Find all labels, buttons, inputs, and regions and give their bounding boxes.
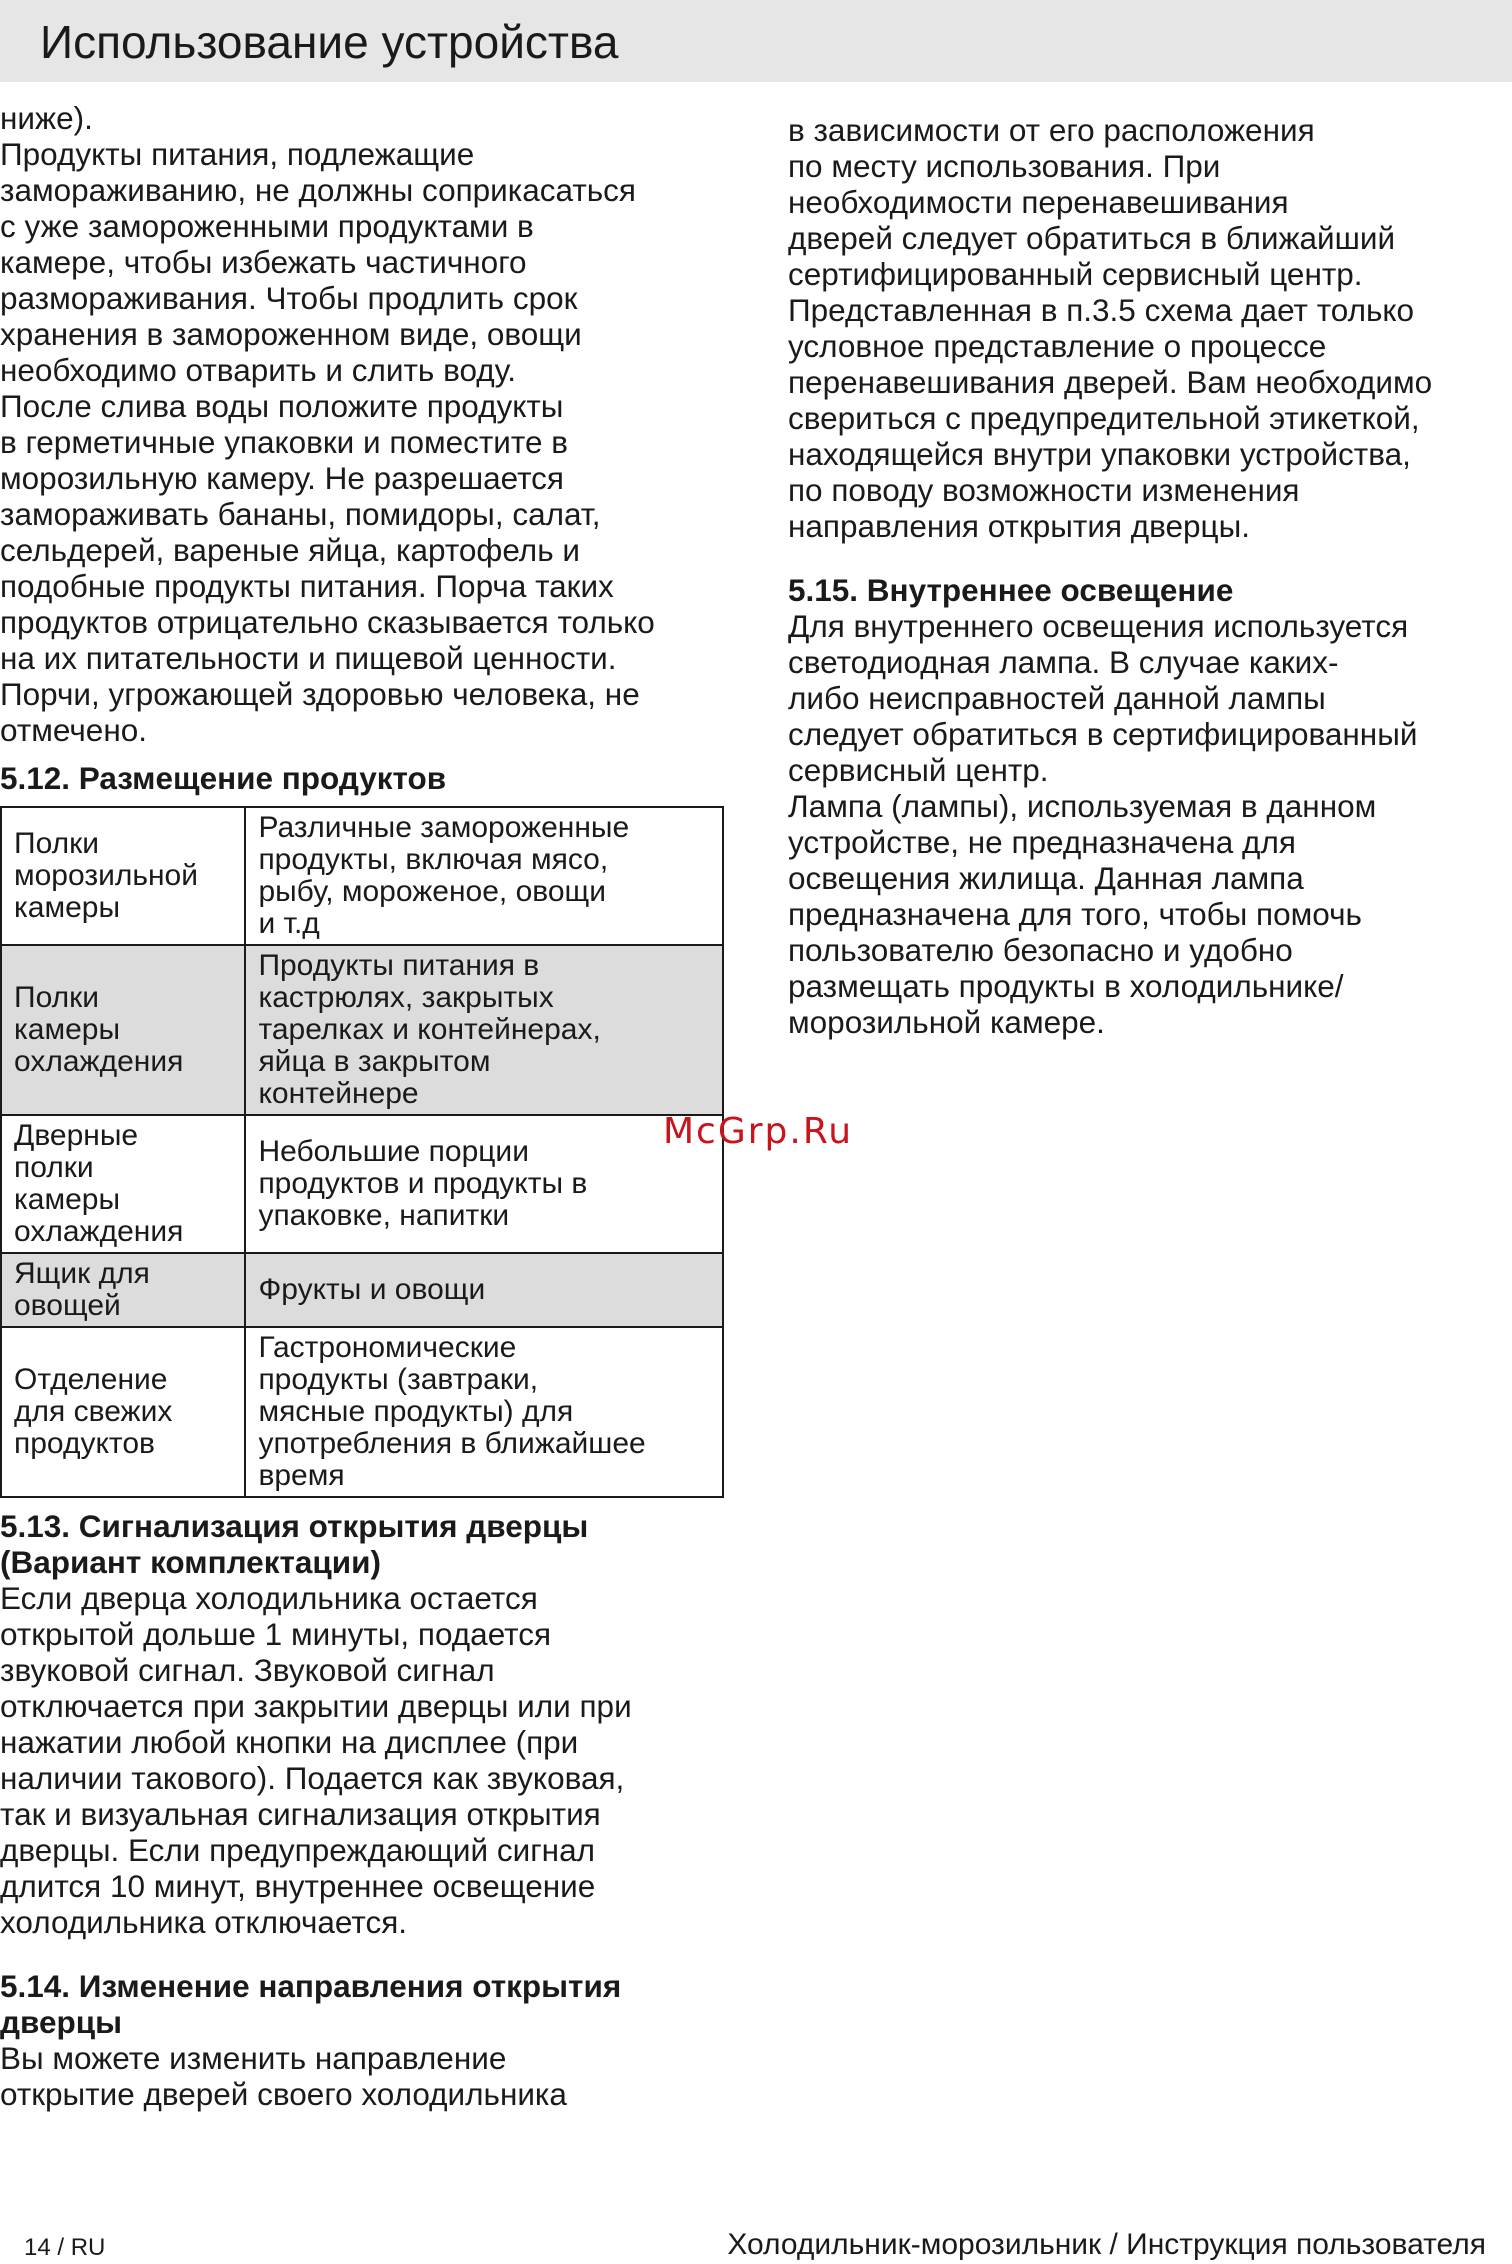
cell-line: Полки bbox=[14, 981, 99, 1014]
cell-line: Ящик для bbox=[14, 1257, 150, 1290]
text-line: открытие дверей своего холодильника bbox=[0, 2076, 567, 2112]
table-row bbox=[1, 1327, 723, 1497]
heading-line: 5.14. Изменение направления открытия bbox=[0, 1968, 622, 2004]
text-line: условное представление о процессе bbox=[788, 328, 1327, 364]
cell-line: продукты, включая мясо, bbox=[258, 843, 609, 876]
cell-line: кастрюлях, закрытых bbox=[258, 981, 554, 1014]
cell-line: тарелках и контейнерах, bbox=[258, 1013, 601, 1046]
document-title: Холодильник-морозильник / Инструкция пользователя bbox=[727, 2228, 1486, 2261]
section-5-13-title bbox=[0, 1508, 740, 1580]
cell-line: камеры bbox=[14, 1013, 121, 1046]
cell-line: продукты (завтраки, bbox=[258, 1363, 539, 1396]
cell-line: Фрукты и овощи bbox=[258, 1273, 486, 1306]
text-line: дверцы. Если предупреждающий сигнал bbox=[0, 1832, 595, 1868]
door-text-continuation bbox=[788, 112, 1510, 544]
text-line: ниже). bbox=[0, 100, 93, 136]
cell-line: яйца в закрытом bbox=[258, 1045, 491, 1078]
page-number: 14 / RU bbox=[24, 2234, 106, 2261]
text-line: После слива воды положите продукты bbox=[0, 388, 564, 424]
text-line: устройстве, не предназначена для bbox=[788, 824, 1296, 860]
intro-text bbox=[0, 100, 740, 748]
text-line: подобные продукты питания. Порча таких bbox=[0, 568, 614, 604]
text-line: Вы можете изменить направление bbox=[0, 2040, 507, 2076]
text-line: по поводу возможности изменения bbox=[788, 472, 1300, 508]
cell-line: продуктов и продукты в bbox=[258, 1167, 588, 1200]
text-line: перенавешивания дверей. Вам необходимо bbox=[788, 364, 1433, 400]
placement-cell bbox=[1, 1327, 245, 1497]
cell-line: Продукты питания в bbox=[258, 949, 540, 982]
cell-line: Отделение bbox=[14, 1363, 168, 1396]
text-line: с уже замороженными продуктами в bbox=[0, 208, 534, 244]
text-line: отмечено. bbox=[0, 712, 147, 748]
cell-line: Небольшие порции bbox=[258, 1135, 529, 1168]
text-line: холодильника отключается. bbox=[0, 1904, 408, 1940]
heading-line: (Вариант комплектации) bbox=[0, 1544, 381, 1580]
text-line: морозильной камере. bbox=[788, 1004, 1105, 1040]
cell-line: Различные замороженные bbox=[258, 811, 630, 844]
text-line: отключается при закрытии дверцы или при bbox=[0, 1688, 632, 1724]
food-placement-table bbox=[0, 806, 724, 1498]
text-line: в зависимости от его расположения bbox=[788, 112, 1315, 148]
cell-line: камеры bbox=[14, 1183, 121, 1216]
text-line: хранения в замороженном виде, овощи bbox=[0, 316, 582, 352]
text-line: морозильную камеру. Не разрешается bbox=[0, 460, 564, 496]
text-line: предназначена для того, чтобы помочь bbox=[788, 896, 1362, 932]
section-5-12-title: 5.12. Размещение продуктов bbox=[0, 760, 447, 796]
placement-cell bbox=[1, 807, 245, 945]
table-row bbox=[1, 1115, 723, 1253]
text-line: направления открытия дверцы. bbox=[788, 508, 1250, 544]
text-line: Продукты питания, подлежащие bbox=[0, 136, 475, 172]
text-line: по месту использования. При bbox=[788, 148, 1221, 184]
text-line: необходимо отварить и слить воду. bbox=[0, 352, 517, 388]
cell-line: время bbox=[258, 1459, 345, 1492]
text-line: сервисный центр. bbox=[788, 752, 1049, 788]
cell-line: для свежих bbox=[14, 1395, 173, 1428]
placement-cell bbox=[1, 1115, 245, 1253]
heading-line: 5.13. Сигнализация открытия дверцы bbox=[0, 1508, 589, 1544]
text-line: открытой дольше 1 минуты, подается bbox=[0, 1616, 552, 1652]
contents-cell bbox=[245, 807, 723, 945]
table-row bbox=[1, 1253, 723, 1327]
text-line: продуктов отрицательно сказывается только bbox=[0, 604, 655, 640]
text-line: наличии такового). Подается как звуковая, bbox=[0, 1760, 625, 1796]
cell-line: Гастрономические bbox=[258, 1331, 517, 1364]
text-line: следует обратиться в сертифицированный bbox=[788, 716, 1418, 752]
cell-line: упаковке, напитки bbox=[258, 1199, 510, 1232]
placement-cell bbox=[1, 945, 245, 1115]
section-5-14-title bbox=[0, 1968, 740, 2040]
text-line: Лампа (лампы), используемая в данном bbox=[788, 788, 1377, 824]
text-line: длится 10 минут, внутреннее освещение bbox=[0, 1868, 596, 1904]
section-5-13-text bbox=[0, 1580, 740, 1940]
text-line: Порчи, угрожающей здоровью человека, не bbox=[0, 676, 640, 712]
table-row bbox=[1, 945, 723, 1115]
cell-line: и т.д bbox=[258, 907, 320, 940]
text-line: замораживать бананы, помидоры, салат, bbox=[0, 496, 601, 532]
text-line: размораживания. Чтобы продлить срок bbox=[0, 280, 578, 316]
cell-line: охлаждения bbox=[14, 1045, 184, 1078]
text-line: Если дверца холодильника остается bbox=[0, 1580, 538, 1616]
page-title: Использование устройства bbox=[40, 16, 619, 68]
text-line: замораживанию, не должны соприкасаться bbox=[0, 172, 636, 208]
text-line: размещать продукты в холодильнике/ bbox=[788, 968, 1344, 1004]
text-line: нажатии любой кнопки на дисплее (при bbox=[0, 1724, 579, 1760]
page-header bbox=[0, 0, 1512, 82]
text-line: на их питательности и пищевой ценности. bbox=[0, 640, 617, 676]
cell-line: продуктов bbox=[14, 1427, 155, 1460]
text-line: светодиодная лампа. В случае каких- bbox=[788, 644, 1339, 680]
cell-line: овощей bbox=[14, 1289, 121, 1322]
cell-line: морозильной bbox=[14, 859, 198, 892]
watermark: McGrp.Ru bbox=[663, 1111, 854, 1152]
right-column bbox=[788, 112, 1510, 1040]
cell-line: употребления в ближайшее bbox=[258, 1427, 646, 1460]
cell-line: рыбу, мороженое, овощи bbox=[258, 875, 606, 908]
cell-line: мясные продукты) для bbox=[258, 1395, 574, 1428]
text-line: необходимости перенавешивания bbox=[788, 184, 1289, 220]
text-line: либо неисправностей данной лампы bbox=[788, 680, 1326, 716]
text-line: так и визуальная сигнализация открытия bbox=[0, 1796, 601, 1832]
text-line: свериться с предупредительной этикеткой, bbox=[788, 400, 1420, 436]
placement-cell bbox=[1, 1253, 245, 1327]
text-line: пользователю безопасно и удобно bbox=[788, 932, 1293, 968]
text-line: освещения жилища. Данная лампа bbox=[788, 860, 1304, 896]
section-5-15-text bbox=[788, 608, 1510, 1040]
section-5-15-title: 5.15. Внутреннее освещение bbox=[788, 572, 1234, 608]
text-line: Представленная в п.3.5 схема дает только bbox=[788, 292, 1415, 328]
text-line: в герметичные упаковки и поместите в bbox=[0, 424, 568, 460]
section-5-14-text bbox=[0, 2040, 740, 2112]
contents-cell bbox=[245, 1327, 723, 1497]
contents-cell bbox=[245, 1115, 723, 1253]
text-line: сертифицированный сервисный центр. bbox=[788, 256, 1363, 292]
text-line: звуковой сигнал. Звуковой сигнал bbox=[0, 1652, 495, 1688]
cell-line: контейнере bbox=[258, 1077, 419, 1110]
cell-line: Полки bbox=[14, 827, 99, 860]
contents-cell bbox=[245, 1253, 723, 1327]
cell-line: Дверные bbox=[14, 1119, 139, 1152]
table-row bbox=[1, 807, 723, 945]
text-line: находящейся внутри упаковки устройства, bbox=[788, 436, 1411, 472]
text-line: дверей следует обратиться в ближайший bbox=[788, 220, 1396, 256]
text-line: сельдерей, вареные яйца, картофель и bbox=[0, 532, 580, 568]
contents-cell bbox=[245, 945, 723, 1115]
cell-line: камеры bbox=[14, 891, 121, 924]
text-line: камере, чтобы избежать частичного bbox=[0, 244, 527, 280]
text-line: Для внутреннего освещения используется bbox=[788, 608, 1409, 644]
cell-line: охлаждения bbox=[14, 1215, 184, 1248]
cell-line: полки bbox=[14, 1151, 94, 1184]
left-column bbox=[0, 100, 740, 2112]
heading-line: дверцы bbox=[0, 2004, 122, 2040]
